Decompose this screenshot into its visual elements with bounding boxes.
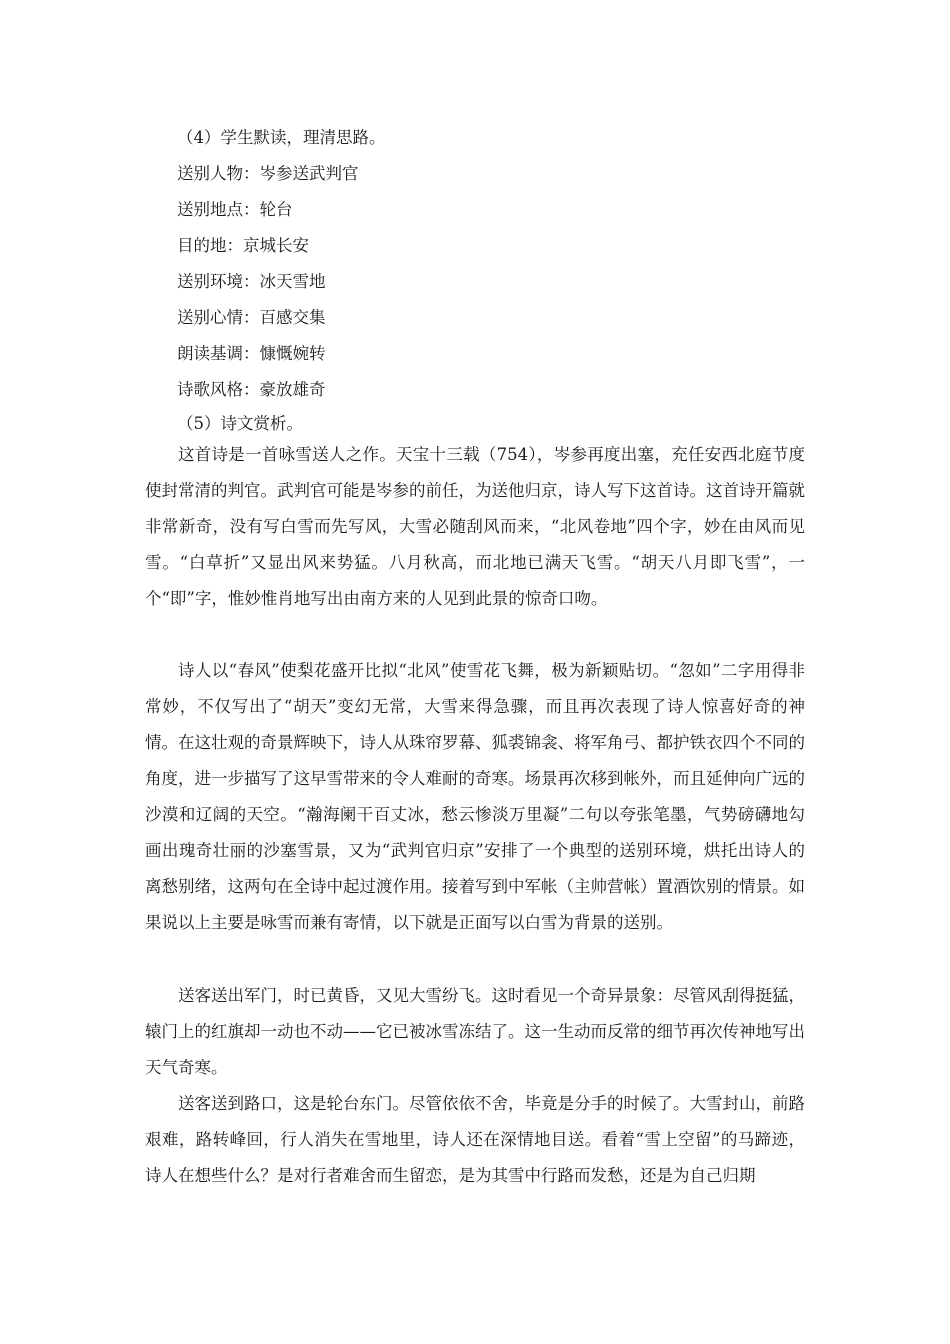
farewell-environment-line: 送别环境：冰天雪地 [177,272,326,291]
farewell-mood-line: 送别心情：百感交集 [177,308,326,327]
analysis-paragraph-2: 诗人以“春风”使梨花盛开比拟“北风”使雪花飞舞，极为新颖贴切。“忽如”二字用得非常妙，不仅写出了“胡天”变幻无常，大雪来得急骤，而且再次表现了诗人惊喜好奇的神情。在这壮观的奇景辉映下，诗人从珠帘罗幕、狐裘锦衾、将军角弓、都护铁衣四个不同的角度，进一步描写了这早雪带来的令人难耐的奇寒。场景再次移到帐外，而且延伸向广远的沙漠和辽阔的天空。“瀚海阑干百丈冰，愁云惨淡万里凝”二句以夸张笔墨，气势磅礴地勾画出瑰奇壮丽的沙塞雪景，又为“武判官归京”安排了一个典型的送别环境，烘托出诗人的离愁别绪，这两句在全诗中起过渡作用。接着写到中军帐（主帅营帐）置酒饮别的情景。如果说以上主要是咏雪而兼有寄情，以下就是正面写以白雪为背景的送别。 [145,661,805,932]
poem-style-line: 诗歌风格：豪放雄奇 [177,380,326,399]
analysis-paragraph-3: 送客送出军门，时已黄昏，又见大雪纷飞。这时看见一个奇异景象：尽管风刮得挺猛，辕门上的红旗却一动也不动——它已被冰雪冻结了。这一生动而反常的细节再次传神地写出天气奇寒。 [145,986,805,1077]
farewell-place-line: 送别地点：轮台 [177,200,293,219]
destination-line: 目的地：京城长安 [177,236,309,255]
analysis-paragraph-4: 送客送到路口，这是轮台东门。尽管依依不舍，毕竟是分手的时候了。大雪封山，前路艰难，路转峰回，行人消失在雪地里，诗人还在深情地目送。看着“雪上空留”的马蹄迹，诗人在想些什么？是对行者难舍而生留恋，是为其雪中行路而发愁，还是为自己归期 [145,1094,805,1185]
section-heading-5: （5）诗文赏析。 [177,414,303,433]
section-heading-4: （4）学生默读，理清思路。 [177,128,386,147]
reading-tone-line: 朗读基调：慷慨婉转 [177,344,326,363]
analysis-paragraph-1: 这首诗是一首咏雪送人之作。天宝十三载（754），岑参再度出塞，充任安西北庭节度使封常清的判官。武判官可能是岑参的前任，为送他归京，诗人写下这首诗。这首诗开篇就非常新奇，没有写白雪而先写风，大雪必随刮风而来，“北风卷地”四个字，妙在由风而见雪。“白草折”又显出风来势猛。八月秋高，而北地已满天飞雪。“胡天八月即飞雪”，一个“即”字，惟妙惟肖地写出由南方来的人见到此景的惊奇口吻。 [145,445,805,608]
farewell-person-line: 送别人物：岑参送武判官 [177,164,359,183]
